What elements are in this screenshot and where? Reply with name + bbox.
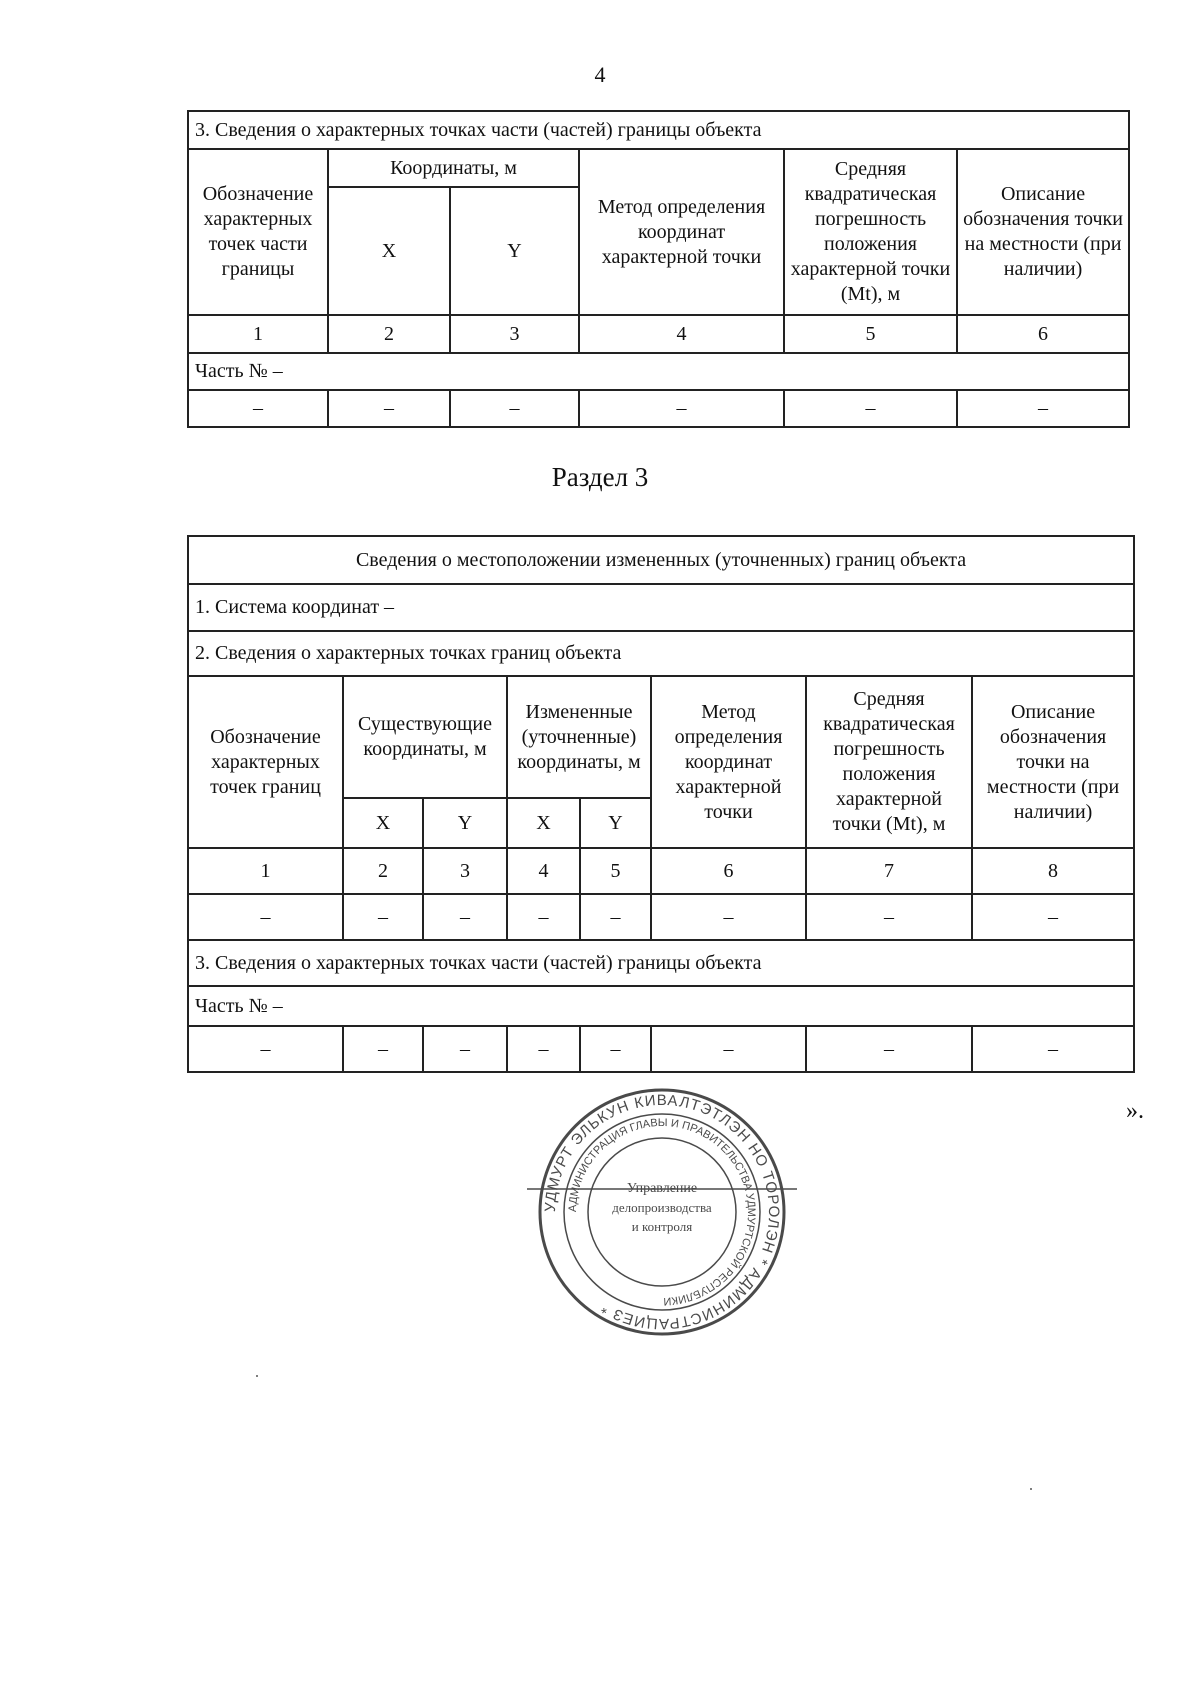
column-number: 6 [957, 315, 1129, 353]
dash-cell: – [972, 894, 1134, 940]
header-method: Метод определения координат характерной точки [579, 149, 784, 315]
dash-cell: – [423, 1026, 507, 1072]
seal-inner-text: АДМИНИСТРАЦИЯ ГЛАВЫ И ПРАВИТЕЛЬСТВА УДМУРТСКОЙ РЕСПУБЛИКИ [566, 1116, 758, 1308]
dash-cell: – [507, 1026, 580, 1072]
dash-cell: – [972, 1026, 1134, 1072]
dash-cell: – [806, 1026, 972, 1072]
seal-center-line1: Управление [626, 1181, 698, 1196]
part-label: Часть № – [188, 986, 1134, 1026]
section-title: Раздел 3 [551, 462, 649, 492]
table-title: 3. Сведения о характерных точках части (частей) границы объекта [188, 111, 1129, 149]
table-title: Сведения о местоположении измененных (уточненных) границ объекта [188, 536, 1134, 584]
dash-cell: – [328, 390, 450, 427]
page-number: 4 [594, 62, 606, 87]
header-error: Средняя квадратическая погрешность положения характерной точки (Mt), м [784, 149, 957, 315]
dash-cell: – [188, 894, 343, 940]
column-number: 5 [580, 848, 651, 894]
header-designation: Обозначение характерных точек границ [188, 676, 343, 848]
seal-outer-text: УДМУРТ ЭЛЬКУН КИВАЛТЭТЛЭН НО ТОРОЛЭН * АДМИНИСТРАЦИЕЗ * [541, 1091, 783, 1333]
scan-speck [1030, 1488, 1032, 1490]
column-number: 5 [784, 315, 957, 353]
column-number: 7 [806, 848, 972, 894]
column-number: 4 [579, 315, 784, 353]
dash-cell: – [651, 894, 806, 940]
dash-cell: – [580, 894, 651, 940]
header-y: Y [580, 798, 651, 848]
points-title: 2. Сведения о характерных точках границ объекта [188, 631, 1134, 676]
column-number: 2 [343, 848, 423, 894]
header-coordinates: Координаты, м [328, 149, 579, 187]
dash-cell: – [784, 390, 957, 427]
dash-cell: – [343, 1026, 423, 1072]
header-x: X [328, 187, 450, 315]
dash-cell: – [450, 390, 579, 427]
dash-cell: – [806, 894, 972, 940]
dash-cell: – [188, 1026, 343, 1072]
header-existing-coordinates: Существующие координаты, м [343, 676, 507, 798]
part-points-title: 3. Сведения о характерных точках части (частей) границы объекта [188, 940, 1134, 986]
dash-cell: – [580, 1026, 651, 1072]
header-y: Y [423, 798, 507, 848]
header-x: X [507, 798, 580, 848]
changed-boundaries-table [187, 535, 1135, 1073]
seal-center-line2: делопроизводства [612, 1200, 712, 1215]
header-method: Метод определения координат характерной точки [651, 676, 806, 848]
scan-speck [256, 1375, 258, 1377]
dash-cell: – [651, 1026, 806, 1072]
dash-cell: – [423, 894, 507, 940]
header-changed-coordinates: Измененные (уточненные) координаты, м [507, 676, 651, 798]
column-number: 1 [188, 315, 328, 353]
header-designation: Обозначение характерных точек части границы [188, 149, 328, 315]
part-label: Часть № – [188, 353, 1129, 390]
header-y: Y [450, 187, 579, 315]
column-number: 1 [188, 848, 343, 894]
closing-quote: ». [1126, 1098, 1144, 1124]
column-number: 3 [423, 848, 507, 894]
column-number: 2 [328, 315, 450, 353]
column-number: 6 [651, 848, 806, 894]
dash-cell: – [507, 894, 580, 940]
part-points-table [187, 110, 1130, 428]
coordinate-system: 1. Система координат – [188, 584, 1134, 631]
header-description: Описание обозначения точки на местности (при наличии) [957, 149, 1129, 315]
column-number: 4 [507, 848, 580, 894]
column-number: 3 [450, 315, 579, 353]
dash-cell: – [957, 390, 1129, 427]
official-seal [527, 1085, 797, 1340]
header-description: Описание обозначения точки на местности (при наличии) [972, 676, 1134, 848]
header-error: Средняя квадратическая погрешность положения характерной точки (Mt), м [806, 676, 972, 848]
dash-cell: – [579, 390, 784, 427]
dash-cell: – [188, 390, 328, 427]
dash-cell: – [343, 894, 423, 940]
header-x: X [343, 798, 423, 848]
seal-center-line3: и контроля [631, 1219, 693, 1234]
column-number: 8 [972, 848, 1134, 894]
